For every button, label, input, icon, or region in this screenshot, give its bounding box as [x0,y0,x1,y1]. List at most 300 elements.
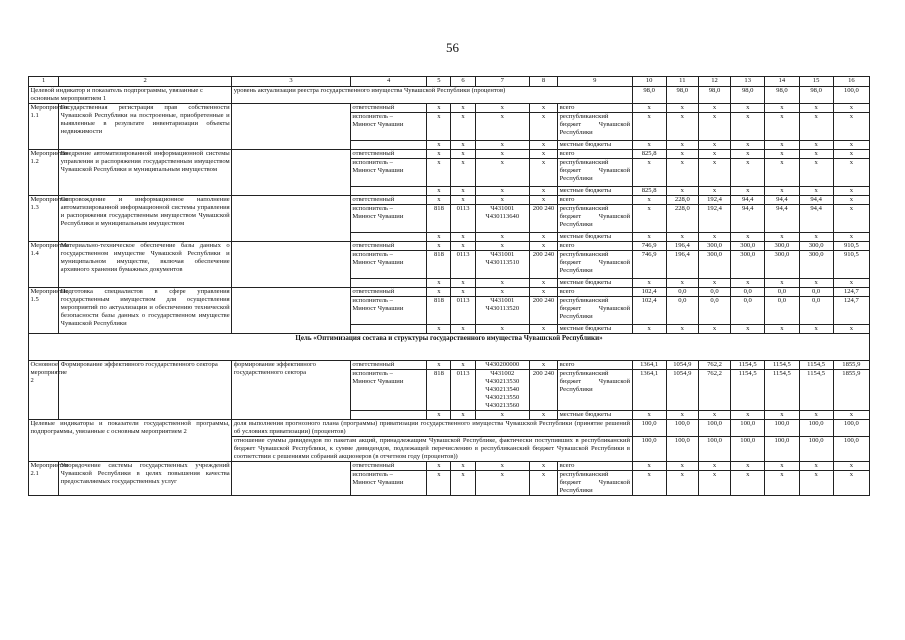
indicator-value: 100,0 [632,437,666,462]
expense-type: 200 240 [529,370,557,411]
responsible-cell [350,297,426,325]
funding-value: x [632,205,666,233]
responsible-cell [350,279,426,288]
funding-value: 1154,5 [765,370,799,411]
funding-value: x [799,187,833,196]
expense-type: 200 240 [529,205,557,233]
funding-value: x [765,113,799,141]
funding-value: x [799,159,833,187]
funding-value: 102,4 [632,297,666,325]
indicator-value: 100,0 [799,437,833,462]
funding-source: местные бюджеты [558,141,632,150]
funding-value: x [698,150,730,159]
responsible-cell [350,187,426,196]
funding-value: 196,4 [666,251,698,279]
funding-value: x [698,325,730,334]
funding-value: x [666,462,698,471]
expense-type: x [529,411,557,420]
section-code: x [451,150,475,159]
responsible-cell: ответственный [350,150,426,159]
indicator-value: 100,0 [833,87,869,104]
indicator-value: 100,0 [765,420,799,437]
section-code: 0113 [451,297,475,325]
column-header: 1 [29,77,59,87]
target-article: Ч431001 Ч430113520 [475,297,529,325]
grbs-code: x [427,462,451,471]
funding-value: x [731,141,765,150]
section-code: x [451,462,475,471]
funding-source: всего [558,104,632,113]
funding-value: x [632,411,666,420]
column-header: 15 [799,77,833,87]
indicator-text: доля выполнения прогнозного плана (программы) приватизации государственного имущества Чувашской Республики (принятие решений об условиях приватизации) (процентов) [233,420,631,435]
funding-value: x [698,159,730,187]
grbs-code: x [427,279,451,288]
expense-type: x [529,462,557,471]
funding-value: x [833,150,869,159]
funding-value: x [731,325,765,334]
funding-value: 825,8 [632,187,666,196]
funding-value: 102,4 [632,288,666,297]
section-code: x [451,141,475,150]
funding-value: x [731,187,765,196]
funding-source: республиканский бюджет Чувашской Республики [558,159,632,187]
target-article: x [475,279,529,288]
event-label: Мероприятие 1.2 [29,150,59,196]
target-article: x [475,141,529,150]
indicator-value: 98,0 [632,87,666,104]
responsible-line: исполнитель – [352,251,393,258]
funding-value: x [666,325,698,334]
funding-value: 910,5 [833,242,869,251]
grbs-code: x [427,150,451,159]
funding-value: 94,4 [799,205,833,233]
funding-value: 0,0 [731,288,765,297]
expense-type: x [529,242,557,251]
funding-value: 300,0 [731,242,765,251]
funding-value: 0,0 [799,288,833,297]
column-header: 13 [731,77,765,87]
event-result [232,196,351,242]
responsible-line: Минюст Чувашии [352,378,404,385]
indicator-value: 100,0 [666,437,698,462]
funding-value: 300,0 [765,251,799,279]
column-header: 5 [427,77,451,87]
funding-value: 300,0 [765,242,799,251]
expense-type: x [529,104,557,113]
indicator-value: 98,0 [666,87,698,104]
funding-value: x [799,104,833,113]
grbs-code: x [427,187,451,196]
funding-value: x [731,279,765,288]
funding-value: x [833,325,869,334]
funding-value: x [765,233,799,242]
responsible-cell: ответственный [350,196,426,205]
funding-value: 0,0 [765,297,799,325]
funding-value: x [731,159,765,187]
responsible-cell [350,205,426,233]
responsible-cell [350,233,426,242]
funding-value: 300,0 [799,242,833,251]
funding-value: x [666,159,698,187]
funding-value: 1054,9 [666,361,698,370]
funding-value: x [833,113,869,141]
responsible-cell: ответственный [350,288,426,297]
funding-source: местные бюджеты [558,187,632,196]
indicator-label: Целевые индикаторы и показатели государственной программы, подпрограммы, увязанные с основным мероприятием 2 [29,420,232,462]
funding-value: 94,4 [765,205,799,233]
funding-value: 300,0 [731,251,765,279]
grbs-code: x [427,104,451,113]
funding-source: всего [558,242,632,251]
funding-value: 0,0 [698,297,730,325]
funding-value: 746,9 [632,242,666,251]
grbs-code: x [427,361,451,370]
responsible-line: исполнитель – [352,370,393,377]
indicator-row [29,87,870,104]
event-row [29,462,870,471]
target-article: x [475,471,529,496]
funding-source: республиканский бюджет Чувашской Республики [558,251,632,279]
responsible-cell: ответственный [350,462,426,471]
section-code: 0113 [451,370,475,411]
responsible-line: Минюст Чувашии [352,305,404,312]
section-code: x [451,233,475,242]
funding-value: 196,4 [666,242,698,251]
main-event-row [29,361,870,370]
indicator-value: 100,0 [731,420,765,437]
event-row [29,104,870,113]
column-header: 11 [666,77,698,87]
target-article: x [475,187,529,196]
section-code: x [451,325,475,334]
expense-type: x [529,196,557,205]
grbs-code: x [427,471,451,496]
funding-value: 0,0 [666,297,698,325]
target-article: x [475,242,529,251]
event-name: Сопровождение и информационное наполнение автоматизированной информационной системы управления и распоряжения государственным имуществом Чувашской Республики и муниципальным имуществом [59,196,232,242]
responsible-cell: ответственный [350,361,426,370]
funding-value: x [833,187,869,196]
target-article: Ч430200000 [475,361,529,370]
funding-source: местные бюджеты [558,233,632,242]
event-label: Мероприятие 1.4 [29,242,59,288]
funding-value: 94,4 [731,205,765,233]
funding-value: 192,4 [698,205,730,233]
indicator-value: 100,0 [833,437,869,462]
funding-value: x [731,233,765,242]
column-header: 6 [451,77,475,87]
indicator-value: 100,0 [666,420,698,437]
funding-value: 762,2 [698,370,730,411]
funding-value: x [731,411,765,420]
event-name: Подготовка специалистов в сфере управления государственным имуществом для осуществления мероприятий по актуализации и обеспечению технической безопасности базы данных о государственном имуществе Чувашской Республики [59,288,232,334]
expense-type: x [529,279,557,288]
responsible-cell [350,411,426,420]
funding-value: x [666,187,698,196]
funding-value: x [799,325,833,334]
funding-value: x [765,150,799,159]
grbs-code: 818 [427,370,451,411]
program-table [28,76,870,496]
event-result [232,104,351,150]
column-header: 9 [558,77,632,87]
grbs-code: x [427,411,451,420]
column-header: 7 [475,77,529,87]
expense-type: 200 240 [529,297,557,325]
indicator-value: 98,0 [698,87,730,104]
responsible-cell [350,370,426,411]
grbs-code: x [427,325,451,334]
funding-value: x [799,471,833,496]
funding-value: 1154,5 [731,361,765,370]
funding-value: 0,0 [731,297,765,325]
funding-value: 1364,1 [632,370,666,411]
target-article: x [475,159,529,187]
funding-value: x [632,141,666,150]
funding-value: x [833,141,869,150]
indicator-text: отношение суммы дивидендов по пакетам акций, принадлежащим Чувашской Республике, фактически поступивших в республиканский бюджет Чувашской Республики, к сумме дивидендов, подлежащей перечислению в республиканский бюджет Чувашской Республики в соответствии с решениями собраний акционеров (в отчетном году (процентов)) [233,437,631,460]
funding-value: 228,0 [666,205,698,233]
section-code: 0113 [451,205,475,233]
target-article: x [475,150,529,159]
funding-source: республиканский бюджет Чувашской Республики [558,113,632,141]
funding-value: 1154,5 [765,361,799,370]
responsible-line: Минюст Чувашии [352,213,404,220]
column-header: 3 [232,77,351,87]
funding-value: 825,8 [632,150,666,159]
indicator-value: 98,0 [799,87,833,104]
funding-value: x [698,104,730,113]
funding-value: 94,4 [731,196,765,205]
grbs-code: 818 [427,297,451,325]
section-code: x [451,288,475,297]
expense-type: x [529,150,557,159]
responsible-line: исполнитель – [352,471,393,478]
funding-value: 0,0 [666,288,698,297]
funding-source: всего [558,361,632,370]
funding-value: x [833,471,869,496]
funding-value: 300,0 [799,251,833,279]
funding-source: всего [558,196,632,205]
responsible-line: исполнитель – [352,205,393,212]
expense-type: x [529,288,557,297]
funding-value: x [666,411,698,420]
funding-value: 192,4 [698,196,730,205]
event-label: Мероприятие 1.5 [29,288,59,334]
grbs-code: x [427,141,451,150]
responsible-line: Минюст Чувашии [352,167,404,174]
event-name: Упорядочение системы государственных учреждений Чувашской Республики в целях повышения качества предоставляемых государственных услуг [59,462,232,496]
funding-value: x [833,159,869,187]
indicator-value: 100,0 [698,420,730,437]
funding-value: x [632,196,666,205]
funding-value: x [799,150,833,159]
grbs-code: x [427,196,451,205]
funding-value: x [698,279,730,288]
responsible-line: исполнитель – [352,113,393,120]
funding-value: 746,9 [632,251,666,279]
target-article: Ч431001 Ч430113640 [475,205,529,233]
indicator-value: 100,0 [632,420,666,437]
expense-type: x [529,141,557,150]
funding-value: 228,0 [666,196,698,205]
main-event-label: Основное мероприятие 2 [29,361,59,420]
event-name: Внедрение автоматизированной информационной системы управления и распоряжения государственным имуществом Чувашской Республики и муниципальным имуществом [59,150,232,196]
event-result [232,462,351,496]
section-code: x [451,159,475,187]
section-code: 0113 [451,251,475,279]
funding-source: всего [558,288,632,297]
funding-value: x [731,113,765,141]
funding-value: 0,0 [799,297,833,325]
funding-value: 1154,5 [799,370,833,411]
grbs-code: x [427,233,451,242]
section-code: x [451,187,475,196]
grbs-code: x [427,159,451,187]
section-code: x [451,104,475,113]
section-code: x [451,411,475,420]
expense-type: x [529,113,557,141]
target-article: x [475,288,529,297]
funding-value: x [765,104,799,113]
event-result [232,288,351,334]
funding-source: республиканский бюджет Чувашской Республики [558,297,632,325]
funding-value: x [765,187,799,196]
funding-value: 300,0 [698,251,730,279]
grbs-code: 818 [427,205,451,233]
indicator-label: Целевой индикатор и показатель подпрограммы, увязанные с основным мероприятием 1 [29,87,232,104]
funding-value: x [698,113,730,141]
event-row [29,150,870,159]
funding-value: x [765,462,799,471]
funding-value: x [666,233,698,242]
funding-value: x [799,411,833,420]
expense-type: 200 240 [529,251,557,279]
column-header: 8 [529,77,557,87]
indicator-text: уровень актуализации реестра государственного имущества Чувашской Республики (процентов) [232,87,632,104]
funding-value: x [731,471,765,496]
expense-type: x [529,159,557,187]
event-row [29,288,870,297]
indicator-row [29,420,870,437]
funding-value: x [632,462,666,471]
goal-row [29,334,870,361]
expense-type: x [529,187,557,196]
column-header: 14 [765,77,799,87]
funding-value: x [731,104,765,113]
funding-value: x [765,471,799,496]
funding-value: x [666,279,698,288]
expense-type: x [529,233,557,242]
indicator-value: 98,0 [765,87,799,104]
funding-value: x [799,462,833,471]
funding-value: x [765,279,799,288]
funding-value: x [698,141,730,150]
event-row [29,242,870,251]
funding-source: республиканский бюджет Чувашской Республики [558,370,632,411]
responsible-cell [350,141,426,150]
target-article: x [475,196,529,205]
expense-type: x [529,471,557,496]
event-label: Мероприятие 2.1 [29,462,59,496]
responsible-cell [350,159,426,187]
column-header: 12 [698,77,730,87]
column-header: 10 [632,77,666,87]
indicator-value: 100,0 [698,437,730,462]
expense-type: x [529,361,557,370]
funding-source: местные бюджеты [558,279,632,288]
expense-type: x [529,325,557,334]
responsible-line: Минюст Чувашии [352,121,404,128]
funding-value: x [833,462,869,471]
event-label: Мероприятие 1.3 [29,196,59,242]
responsible-line: Минюст Чувашии [352,479,404,486]
event-result [232,150,351,196]
main-event-result: формирование эффективного государственного сектора [232,361,351,420]
event-row [29,196,870,205]
responsible-line: исполнитель – [352,159,393,166]
funding-value: x [632,471,666,496]
funding-value: 1855,9 [833,370,869,411]
grbs-code: 818 [427,251,451,279]
header-row [29,77,870,87]
section-code: x [451,471,475,496]
funding-value: x [799,279,833,288]
funding-value: 1364,1 [632,361,666,370]
event-result [232,242,351,288]
funding-source: республиканский бюджет Чувашской Республики [558,205,632,233]
grbs-code: x [427,113,451,141]
funding-value: 0,0 [765,288,799,297]
event-name: Материально-техническое обеспечение базы данных о государственном имуществе Чувашской Республики и муниципальном имуществе, включая обеспечение архивного хранения бумажных документов [59,242,232,288]
section-code: x [451,279,475,288]
event-label: Мероприятие 1.1 [29,104,59,150]
page-number: 56 [446,40,459,55]
funding-value: x [833,233,869,242]
indicator-value: 100,0 [731,437,765,462]
main-event-name: Формирование эффективного государственного сектора [59,361,232,420]
funding-value: x [765,325,799,334]
funding-value: x [632,113,666,141]
funding-value: x [698,233,730,242]
target-article: x [475,104,529,113]
funding-value: x [698,187,730,196]
indicator-value: 98,0 [731,87,765,104]
target-article: x [475,233,529,242]
funding-value: x [666,150,698,159]
funding-source: всего [558,462,632,471]
funding-value: 124,7 [833,297,869,325]
target-article: x [475,411,529,420]
section-code: x [451,196,475,205]
funding-value: x [632,233,666,242]
section-code: x [451,242,475,251]
funding-value: x [731,150,765,159]
funding-source: республиканский бюджет Чувашской Республики [559,471,631,494]
funding-value: 300,0 [698,242,730,251]
column-header: 2 [59,77,232,87]
target-article: Ч431001 Ч430113510 [475,251,529,279]
funding-value: x [632,325,666,334]
target-article: x [475,462,529,471]
funding-value: x [799,141,833,150]
funding-value: x [698,462,730,471]
funding-value: x [765,141,799,150]
responsible-cell [350,325,426,334]
column-header: 16 [833,77,869,87]
event-name: Государственная регистрация прав собственности Чувашской Республики на построенные, приобретенные и выявленные в результате инвентаризации объекты недвижимости [59,104,232,150]
